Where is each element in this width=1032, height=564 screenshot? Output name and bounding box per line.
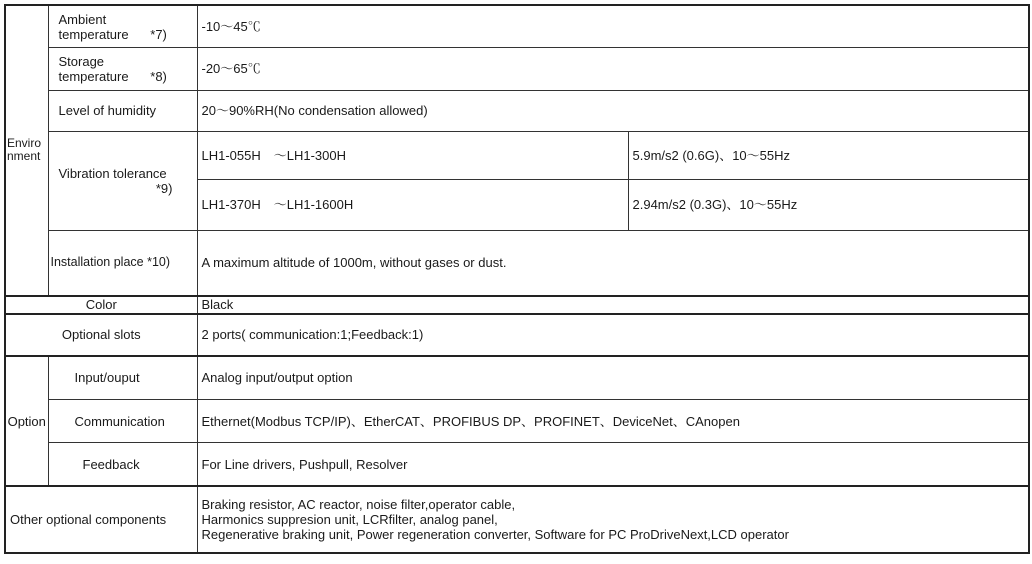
option-input-output-value: Analog input/output option: [197, 356, 1029, 400]
humidity-label: Level of humidity: [48, 90, 197, 132]
option-feedback-label: Feedback: [48, 443, 197, 487]
option-feedback-value: For Line drivers, Pushpull, Resolver: [197, 443, 1029, 487]
other-components-label: Other optional components: [5, 486, 197, 553]
vibration-note: *9): [155, 180, 173, 196]
storage-label-line2-wrap: [59, 69, 193, 84]
optional-slots-value: 2 ports( communication:1;Feedback:1): [197, 314, 1029, 356]
ambient-temperature-value: -10～45℃: [197, 5, 1029, 48]
row-option-communication: [5, 399, 1029, 443]
storage-label-line1: Storage: [58, 53, 105, 69]
vibration-label-text: Vibration tolerance: [58, 165, 167, 181]
optional-slots-label: Optional slots: [5, 314, 197, 356]
row-vibration-1: [5, 132, 1029, 180]
vibration-spec-1: 5.9m/s2 (0.6G)、10～55Hz: [628, 132, 1029, 180]
row-humidity: [5, 90, 1029, 132]
row-option-input-output: [5, 356, 1029, 400]
color-label: Color: [5, 296, 197, 315]
humidity-value: 20～90%RH(No condensation allowed): [197, 90, 1029, 132]
ambient-label-line1: Ambient: [58, 11, 107, 27]
option-input-output-label: Input/ouput: [48, 356, 197, 400]
storage-note: *8): [150, 68, 167, 84]
option-communication-value: Ethernet(Modbus TCP/IP)、EtherCAT、PROFIBUS DP、PROFINET、DeviceNet、CAnopen: [197, 399, 1029, 443]
other-components-line-1: Braking resistor, AC reactor, noise filter,operator cable,: [201, 497, 516, 513]
other-components-value: [197, 486, 1029, 553]
vibration-tolerance-label: [48, 132, 197, 231]
ambient-temperature-label: [48, 5, 197, 48]
row-other-components: [5, 486, 1029, 553]
installation-label: Installation place *10): [48, 230, 197, 295]
ambient-label-line2-wrap: [59, 27, 193, 42]
other-components-line-2: Harmonics suppresion unit, LCRfilter, analog panel,: [201, 512, 498, 528]
storage-temperature-label: [48, 48, 197, 91]
spec-table: [4, 4, 1030, 554]
row-storage-temperature: [5, 48, 1029, 91]
ambient-note: *7): [150, 26, 167, 42]
storage-temperature-value: -20～65℃: [197, 48, 1029, 91]
row-ambient-temperature: [5, 5, 1029, 48]
installation-value: A maximum altitude of 1000m, without gases or dust.: [197, 230, 1029, 295]
ambient-label-line2: temperature: [58, 26, 129, 42]
vibration-spec-2: 2.94m/s2 (0.3G)、10～55Hz: [628, 179, 1029, 230]
spec-table-page: [4, 4, 1028, 556]
option-category-label: Option: [5, 356, 48, 487]
row-optional-slots: [5, 314, 1029, 356]
row-option-feedback: [5, 443, 1029, 487]
vibration-models-1: LH1-055H ～LH1-300H: [197, 132, 628, 180]
color-value: Black: [197, 296, 1029, 315]
option-communication-label: Communication: [48, 399, 197, 443]
other-components-line-3: Regenerative braking unit, Power regeneration converter, Software for PC ProDriveNext,LCD operator: [201, 527, 789, 543]
row-installation: [5, 230, 1029, 295]
storage-label-line2: temperature: [58, 68, 129, 84]
vibration-models-2: LH1-370H ～LH1-1600H: [197, 179, 628, 230]
row-color: [5, 296, 1029, 315]
environment-category-label: Environment: [5, 5, 48, 296]
